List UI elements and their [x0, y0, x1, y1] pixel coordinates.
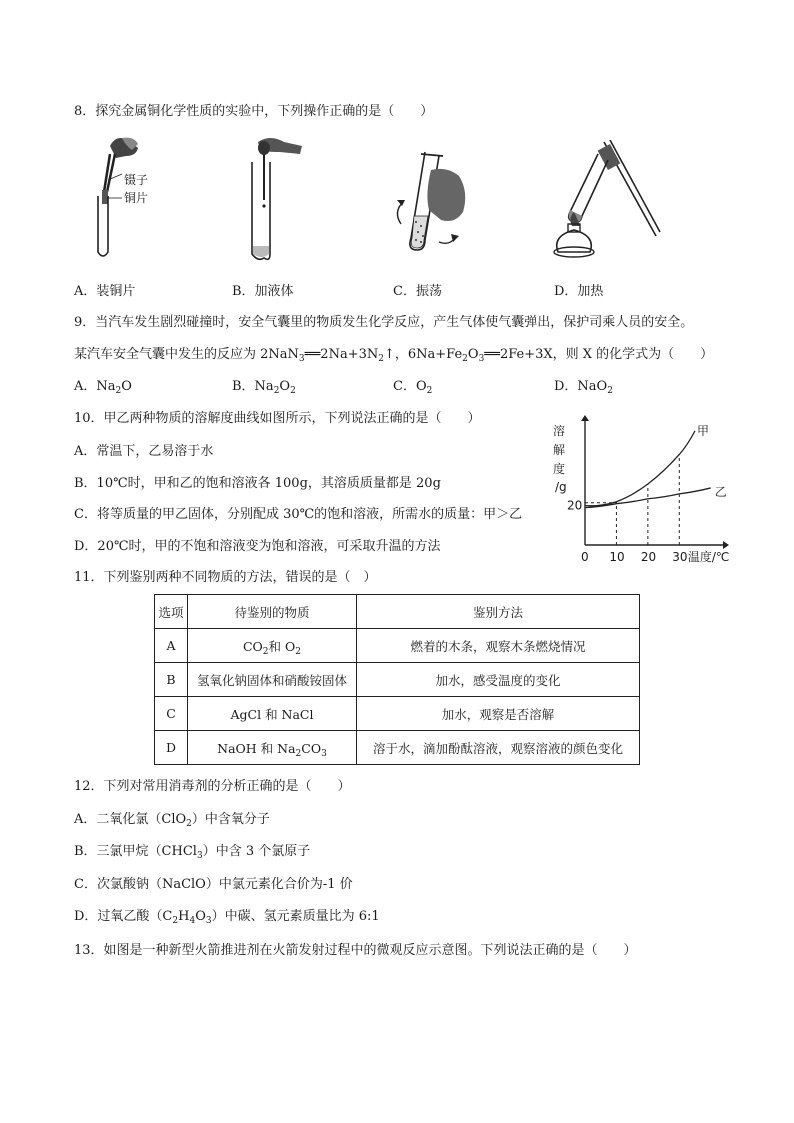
legend-jia: 甲: [697, 423, 710, 438]
q11-table: [154, 594, 640, 765]
chart-y-tick-label: 20: [567, 498, 583, 513]
table-header-row: [155, 595, 640, 629]
row-a-method: 燃着的木条，观察木条燃烧情况: [357, 629, 640, 663]
header-substances: 待鉴别的物质: [188, 595, 357, 629]
q12-option-b: B．三氯甲烷（CHCl$_3$）中含 3 个氯原子: [74, 844, 311, 861]
q12-option-a: A．二氧化氯（ClO$_2$）中含氧分子: [74, 812, 270, 829]
chart-ylabel-1: 解: [553, 443, 566, 457]
row-a-option: A: [155, 629, 188, 663]
q8-option-a: A．装铜片: [74, 284, 136, 299]
chart-ylabel-2: 度: [553, 462, 566, 476]
q9-option-c: C．$O_2$: [393, 379, 433, 396]
row-c-substances: AgCl 和 NaCl: [188, 697, 357, 731]
chart-x-tick-label: 0: [581, 550, 589, 564]
legend-yi: 乙: [714, 484, 727, 499]
q8-option-b: B．加液体: [232, 284, 294, 299]
label-copper: 铜片: [124, 191, 149, 205]
figure-b-add-liquid: [240, 136, 310, 266]
q10-option-d: D．20℃时，甲的不饱和溶液变为饱和溶液，可采取升温的方法: [74, 539, 441, 554]
q10-option-c: C．将等质量的甲乙固体，分别配成 30℃的饱和溶液，所需水的质量：甲＞乙: [74, 507, 523, 522]
row-b-substances: 氢氧化钠固体和硝酸铵固体: [188, 663, 357, 697]
row-d-option: D: [155, 731, 188, 765]
chart-y-arrow: [581, 415, 589, 421]
chart-ylabel-3: /g: [555, 480, 567, 494]
table-row: [155, 629, 640, 663]
row-d-method: 溶于水，滴加酚酞溶液，观察溶液的颜色变化: [357, 731, 640, 765]
table-row: [155, 731, 640, 765]
chart-ylabel-0: 溶: [553, 424, 566, 438]
q13-stem: 13．如图是一种新型火箭推进剂在火箭发射过程中的微观反应示意图。下列说法正确的是（ ）: [74, 943, 637, 958]
q9-option-d: D．NaO$_2$: [554, 379, 613, 396]
q9-line-2: 某汽车安全气囊中发生的反应为 $2NaN_3══2Na+3N_2↑$，$6Na+Fe_2O_3══2Fe+3X$，则 X 的化学式为（ ）: [74, 347, 714, 364]
row-b-option: B: [155, 663, 188, 697]
solubility-chart: [545, 415, 735, 565]
row-c-option: C: [155, 697, 188, 731]
q9-option-a: A．$Na_2O$: [74, 379, 132, 396]
row-c-method: 加水，观察是否溶解: [357, 697, 640, 731]
row-a-substances: $CO_2$和 $O_2$: [188, 629, 357, 663]
figure-d-heat-tube: [548, 140, 663, 265]
label-tweezers: 镊子: [124, 173, 149, 187]
chart-xlabel: 温度/℃: [687, 550, 730, 564]
q8-option-d: D．加热: [554, 284, 604, 299]
chart-x-tick-label: 10: [609, 550, 625, 564]
chart-x-arrow: [723, 541, 729, 549]
q12-option-d: D．过氧乙酸$(C_2H_4O_3)$中碳、氢元素质量比为 6:1: [74, 909, 380, 926]
table-row: [155, 697, 640, 731]
row-b-method: 加水，感受温度的变化: [357, 663, 640, 697]
q12-option-c: C．次氯酸钠（NaClO）中氯元素化合价为-1 价: [74, 877, 353, 892]
q10-option-a: A．常温下，乙易溶于水: [74, 444, 214, 459]
q8-option-c: C．振荡: [393, 284, 442, 299]
q10-option-b: B．10℃时，甲和乙的饱和溶液各 100g，其溶质质量都是 20g: [74, 476, 441, 491]
header-option: 选项: [155, 595, 188, 629]
q12-stem: 12．下列对常用消毒剂的分析正确的是（ ）: [74, 779, 351, 794]
header-method: 鉴别方法: [357, 595, 640, 629]
table-row: [155, 663, 640, 697]
q9-line-1: 9．当汽车发生剧烈碰撞时，安全气囊里的物质发生化学反应，产生气体使气囊弹出，保护司乘人员的安全。: [74, 315, 694, 330]
figure-c-shake-tube: [385, 146, 475, 266]
chart-x-tick-label: 20: [640, 550, 657, 564]
q10-stem: 10．甲乙两种物质的溶解度曲线如图所示，下列说法正确的是（ ）: [74, 411, 481, 426]
q9-option-b: B．$Na_2O_2$: [232, 379, 296, 396]
row-d-substances: NaOH 和 $Na_2CO_3$: [188, 731, 357, 765]
chart-x-tick-label: 30: [672, 550, 688, 564]
q8-stem: 8．探究金属铜化学性质的实验中，下列操作正确的是（ ）: [74, 104, 434, 119]
q11-stem: 11．下列鉴别两种不同物质的方法，错误的是（ ）: [74, 570, 377, 585]
